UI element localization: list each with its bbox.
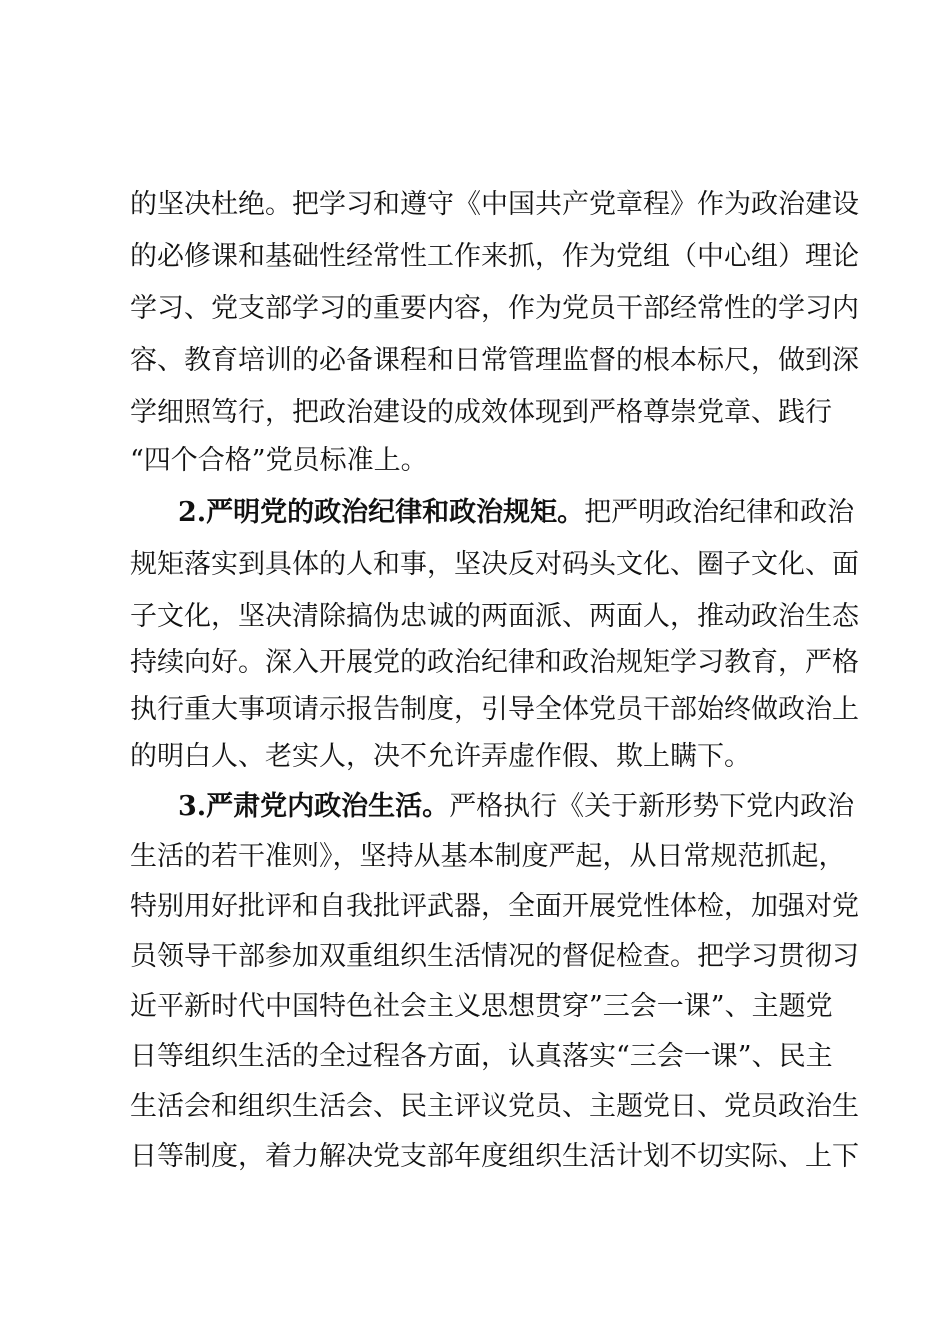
paragraph-1-line-4: 容、教育培训的必备课程和日常管理监督的根本标尺，做到深: [130, 345, 859, 376]
paragraph-2-line-5: 执行重大事项请示报告制度，引导全体党员干部始终做政治上: [130, 694, 859, 725]
paragraph-2-first-line-text: 把严明政治纪律和政治: [584, 497, 855, 528]
paragraph-2-line-4: 持续向好。深入开展党的政治纪律和政治规矩学习教育，严格: [130, 647, 859, 678]
paragraph-3-line-4: 员领导干部参加双重组织生活情况的督促检查。把学习贯彻习: [130, 941, 859, 972]
paragraph-2-line-6: 的明白人、老实人，决不允许弄虚作假、欺上瞒下。: [130, 741, 751, 772]
paragraph-2-heading: 2.严明党的政治纪律和政治规矩。: [178, 497, 585, 528]
paragraph-3-heading: 3.严肃党内政治生活。: [178, 791, 450, 822]
paragraph-1-line-3: 学习、党支部学习的重要内容，作为党员干部经常性的学习内: [130, 293, 859, 324]
paragraph-3-line-5: 近平新时代中国特色社会主义思想贯穿”三会一课”、主题党: [130, 991, 833, 1022]
paragraph-3-line-7: 生活会和组织生活会、民主评议党员、主题党日、党员政治生: [130, 1091, 859, 1122]
paragraph-2-line-3: 子文化，坚决清除搞伪忠诚的两面派、两面人，推动政治生态: [130, 601, 859, 632]
paragraph-2-line-2: 规矩落实到具体的人和事，坚决反对码头文化、圈子文化、面: [130, 549, 859, 580]
paragraph-3-first-line: [178, 787, 855, 827]
paragraph-1-line-2: 的必修课和基础性经常性工作来抓，作为党组（中心组）理论: [130, 241, 859, 272]
paragraph-3-line-3: 特别用好批评和自我批评武器，全面开展党性体检，加强对党: [130, 891, 859, 922]
paragraph-3-line-8: 日等制度，着力解决党支部年度组织生活计划不切实际、上下: [130, 1141, 859, 1172]
paragraph-2-first-line: [178, 493, 855, 533]
paragraph-1-line-6: “四个合格”党员标准上。: [130, 445, 428, 476]
paragraph-1-line-5: 学细照笃行，把政治建设的成效体现到严格尊崇党章、践行: [130, 397, 832, 428]
paragraph-1-line-1: 的坚决杜绝。把学习和遵守《中国共产党章程》作为政治建设: [130, 189, 859, 220]
paragraph-3-line-6: 日等组织生活的全过程各方面，认真落实“三会一课”、民主: [130, 1041, 833, 1072]
paragraph-3-first-line-text: 严格执行《关于新形势下党内政治: [449, 791, 855, 822]
paragraph-3-line-2: 生活的若干准则》，坚持从基本制度严起，从日常规范抓起，: [130, 841, 846, 872]
